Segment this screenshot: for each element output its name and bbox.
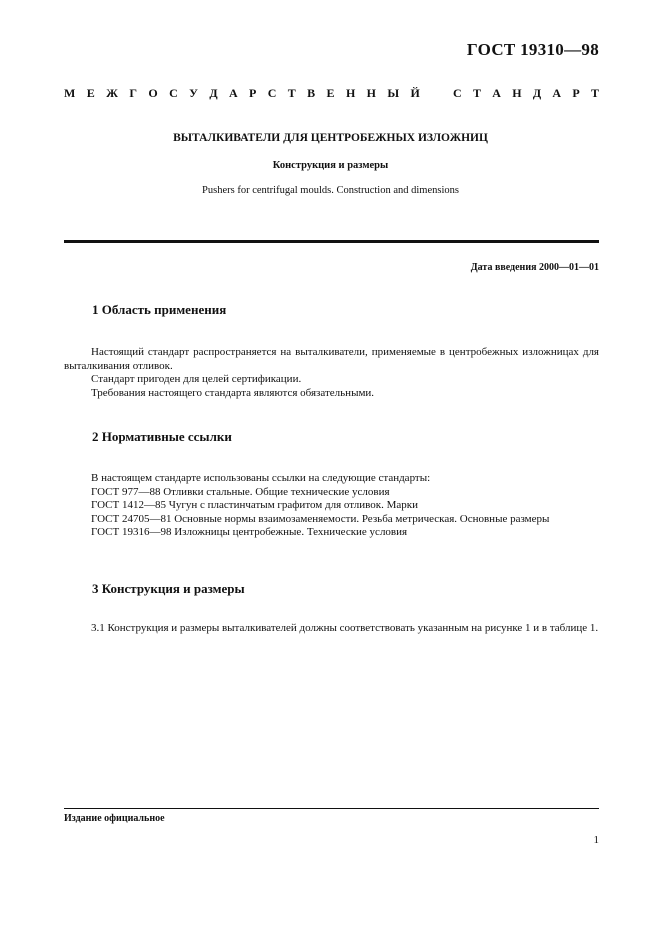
header-letter: Р bbox=[249, 86, 257, 100]
header-letter: Г bbox=[129, 86, 137, 100]
footer-divider bbox=[64, 808, 599, 809]
header-letter: М bbox=[64, 86, 76, 100]
standard-type-word-standard bbox=[453, 86, 599, 101]
paragraph: Стандарт пригоден для целей сертификации. bbox=[91, 373, 302, 385]
section-heading-references: 2 Нормативные ссылки bbox=[92, 429, 232, 444]
header-letter: Д bbox=[209, 86, 218, 100]
paragraph: Требования настоящего стандарта являются обязательными. bbox=[91, 386, 375, 399]
paragraph: В настоящем стандарте использованы ссылки на следующие стандарты: bbox=[91, 472, 431, 484]
section-body-construction bbox=[64, 622, 599, 636]
reference-item: ГОСТ 977—88 Отливки стальные. Общие технические условия bbox=[91, 485, 390, 498]
header-letter: Е bbox=[86, 86, 95, 100]
header-letter: У bbox=[189, 86, 198, 100]
header-letter: А bbox=[228, 86, 238, 100]
header-letter: Н bbox=[512, 86, 522, 100]
header-letter: Ы bbox=[387, 86, 400, 100]
header-letter: Н bbox=[345, 86, 356, 100]
page-number: 1 bbox=[593, 834, 599, 846]
header-letter: О bbox=[148, 86, 158, 100]
section-body-references bbox=[64, 472, 599, 540]
header-letter: Е bbox=[326, 86, 335, 100]
english-title: Pushers for centrifugal moulds. Construction and dimensions bbox=[202, 185, 459, 196]
standard-type-word-interstate bbox=[64, 86, 420, 101]
header-letter: Д bbox=[532, 86, 542, 100]
reference-item: ГОСТ 19316—98 Изложницы центробежные. Технические условия bbox=[91, 526, 408, 538]
header-letter: Т bbox=[590, 86, 599, 100]
header-letter: В bbox=[307, 86, 316, 100]
header-letter: Т bbox=[287, 86, 296, 100]
header-letter: А bbox=[552, 86, 562, 100]
document-subtitle: Конструкция и размеры bbox=[272, 160, 389, 171]
section-body-scope bbox=[64, 346, 599, 400]
header-letter: Н bbox=[366, 86, 376, 100]
header-letter: С bbox=[169, 86, 178, 100]
header-letter: Т bbox=[472, 86, 481, 100]
reference-item: ГОСТ 24705—81 Основные нормы взаимозаменяемости. Резьба метрическая. Основные размеры bbox=[91, 512, 550, 525]
introduction-date: Дата введения 2000—01—01 bbox=[470, 262, 599, 273]
header-letter: С bbox=[267, 86, 277, 100]
section-heading-scope: 1 Область применения bbox=[92, 302, 227, 317]
header-letter: Й bbox=[410, 86, 420, 100]
section-heading-construction: 3 Конструкция и размеры bbox=[92, 581, 245, 596]
header-letter: С bbox=[453, 86, 462, 100]
document-title: ВЫТАЛКИВАТЕЛИ ДЛЯ ЦЕНТРОБЕЖНЫХ ИЗЛОЖНИЦ bbox=[173, 132, 488, 144]
header-letter: А bbox=[492, 86, 501, 100]
gost-number: ГОСТ 19310—98 bbox=[466, 40, 599, 59]
edition-label: Издание официальное bbox=[64, 813, 165, 824]
paragraph: 3.1 Конструкция и размеры выталкивателей должны соответствовать указанным на рисунке 1 и в таблице 1. bbox=[91, 622, 599, 634]
paragraph: Настоящий стандарт распространяется на выталкиватели, применяемые в центробежных изложницах для выталкивания отливок. bbox=[64, 346, 599, 372]
header-letter: Ж bbox=[106, 86, 118, 100]
header-letter: Р bbox=[572, 86, 580, 100]
standard-type bbox=[64, 86, 599, 101]
reference-item: ГОСТ 1412—85 Чугун с пластинчатым графитом для отливок. Марки bbox=[91, 499, 418, 511]
header-divider bbox=[64, 240, 599, 243]
